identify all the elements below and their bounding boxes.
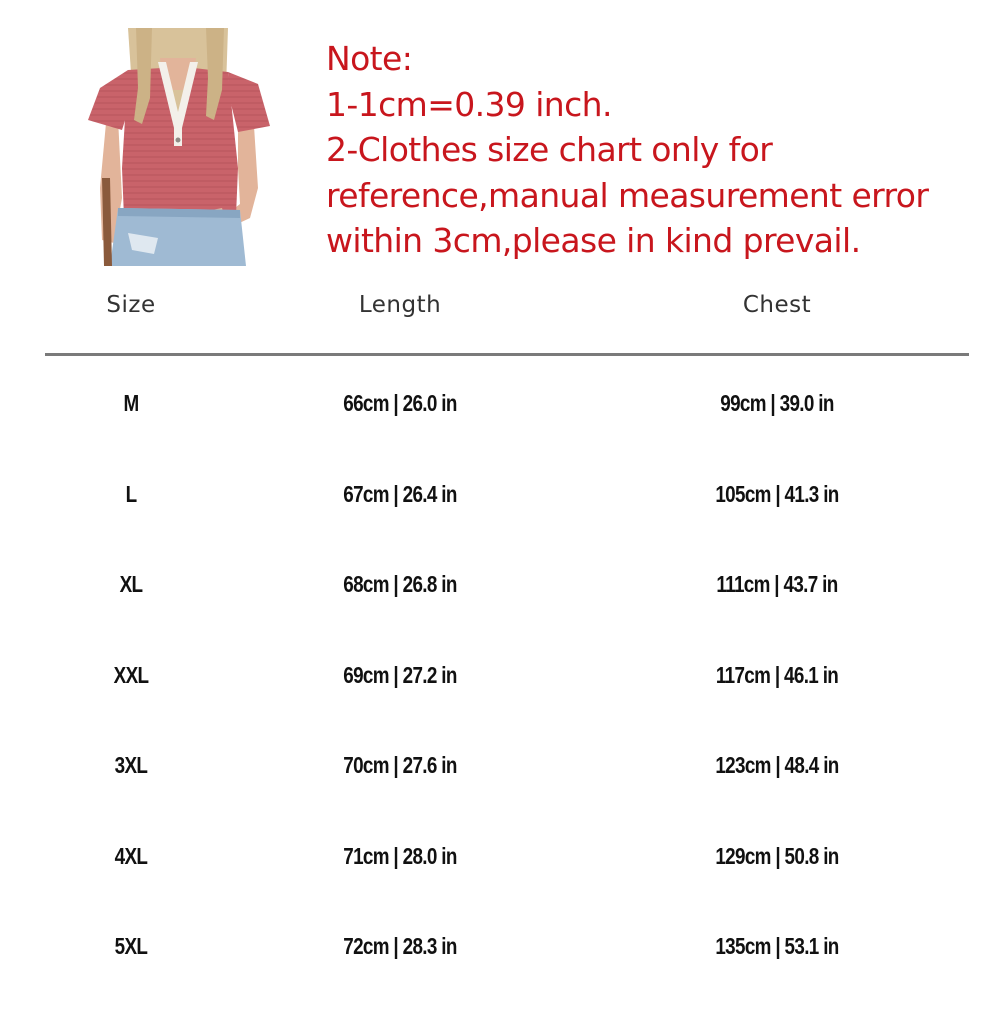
row-chest: 99cm | 39.0 in [720,390,834,416]
row-length: 72cm | 28.3 in [343,933,457,959]
blouse-photo-icon [88,28,270,266]
size-table-body [45,380,969,1014]
header-length: Length [358,292,442,318]
header-size: Size [106,292,156,318]
row-chest: 117cm | 46.1 in [715,661,839,688]
product-photo [88,28,270,266]
row-size: XXL [113,661,149,688]
row-size: 5XL [114,933,148,959]
table-header [45,292,969,332]
row-chest: 129cm | 50.8 in [715,842,839,869]
note-line-3: reference,manual measurement error [326,175,929,215]
row-length: 68cm | 26.8 in [343,571,457,597]
row-length: 67cm | 26.4 in [343,480,457,507]
table-row [45,833,969,924]
note-line-4: within 3cm,please in kind prevail. [326,221,861,260]
row-size: L [125,480,137,507]
row-length: 71cm | 28.0 in [343,842,457,869]
header-divider [45,353,969,356]
row-size: XL [119,571,143,597]
note-line-1: 1-1cm=0.39 inch. [326,84,612,124]
table-row [45,742,969,833]
table-row [45,652,969,743]
row-size: 3XL [114,752,148,778]
row-chest: 111cm | 43.7 in [716,571,838,597]
row-length: 70cm | 27.6 in [343,752,457,778]
table-row [45,561,969,652]
row-chest: 135cm | 53.1 in [715,933,839,959]
table-row [45,471,969,562]
row-chest: 123cm | 48.4 in [715,752,839,778]
row-length: 66cm | 26.0 in [343,390,457,416]
note-title: Note: [326,39,413,78]
table-row [45,380,969,471]
header-chest: Chest [742,292,812,318]
row-chest: 105cm | 41.3 in [715,480,839,507]
row-size: M [123,390,139,416]
row-length: 69cm | 27.2 in [343,661,457,688]
note-line-2: 2-Clothes size chart only for [326,130,773,169]
row-size: 4XL [114,842,148,869]
size-note [326,36,976,264]
